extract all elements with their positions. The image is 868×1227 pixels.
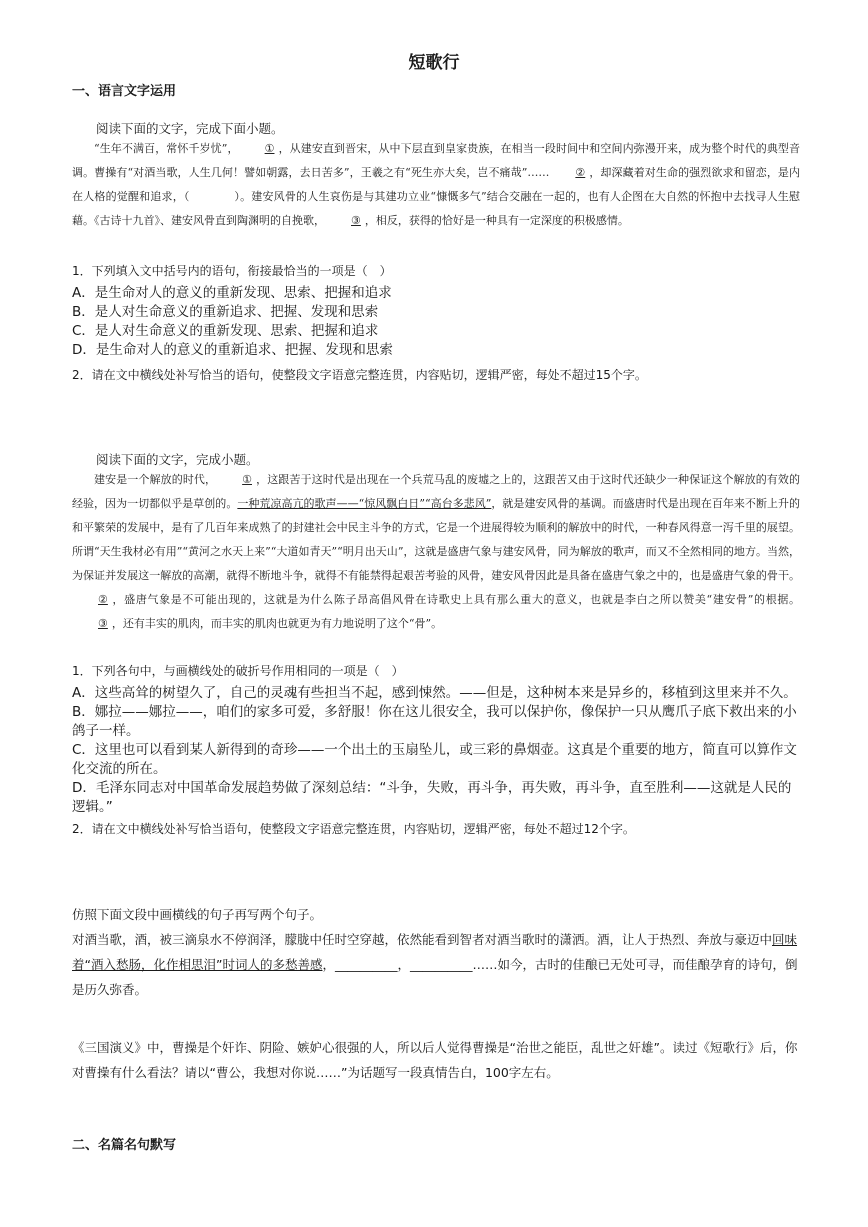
passage-text: ， [322,957,335,972]
reading-passage-2 [72,468,800,636]
blank-3[interactable]: ③ [351,214,361,227]
option-list [72,284,800,360]
underlined-sentence: 一种荒凉高亢的歌声——“惊风飘白日”“高台多悲风” [237,497,492,510]
writing-prompt: 《三国演义》中，曹操是个奸诈、阴险、嫉妒心很强的人，所以后人觉得曹操是“治世之能臣，乱世之奸雄”。读过《短歌行》后，你对曹操有什么看法？请以“曹公，我想对你说……”为话题写一段真情告白，100字左右。 [72,1040,798,1080]
option-d[interactable]: D．毛泽东同志对中国革命发展趋势做了深刻总结：“斗争，失败，再斗争，再失败，再斗争，直至胜利——这就是人民的逻辑。” [72,780,792,815]
section-heading-2: 二、名篇名句默写 [72,1138,177,1153]
passage-text: ，就是建安风骨的基调。而盛唐时代是出现在百年来不断上升的和平繁荣的发展中，是有了几百年来成熟了的封建社会中民主斗争的方式，它是一个进展得较为顺利的解放中的时代，一种春风得意一泻千里的展望。所谓“天生我材必有用”“黄河之水天上来”“大道如青天”“明月出天山”，这就是盛唐气象与建安风骨，同为解放的歌声，而又不全然相同的地方。当然，为保证并发展这一解放的高潮，就得不断地斗争，就得不有能禁得起艰苦考验的风骨，建安风骨因此是具备在盛唐气象之中的，也是盛唐气象的骨干。 [72,497,801,582]
underlined-sentence: 回味着“酒入愁肠，化作相思泪”时词人的多愁善感 [72,932,798,972]
passage-text: ，从建安直到晋宋，从中下层直到皇家贵族，在相当一段时间中和空间内弥漫开来，成为整个时代的典型音调。曹操有“对酒当歌，人生几何！譬如朝露，去日苦多”，王羲之有“死生亦大矣，岂不痛哉”…… [72,142,801,179]
reading-instruction-1: 阅读下面的文字，完成下面小题。 [96,121,284,136]
passage-text: ，盛唐气象是不可能出现的，这就是为什么陈子昂高倡风骨在诗歌史上具有那么重大的意义，也就是李白之所以赞美“建安骨”的根据。 [111,593,800,606]
reading-instruction-2: 阅读下面的文字，完成小题。 [96,452,259,467]
passage-text: ，相反，获得的恰好是一种具有一定深度的积极感情。 [364,214,629,227]
option-c[interactable]: C．是人对生命意义的重新发现、思索、把握和追求 [72,323,379,339]
passage-text: ，这跟苦于这时代是出现在一个兵荒马乱的废墟之上的，这跟苦又由于这时代还缺少一种保证这个解放的有效的经验，因为一切都似乎是草创的。 [72,473,800,510]
option-d[interactable]: D．是生命对人的意义的重新追求、把握、发现和思索 [72,342,393,358]
blank-2[interactable]: ② [575,166,586,179]
option-c[interactable]: C．这里也可以看到某人新得到的奇珍——一个出土的玉扇坠儿，或三彩的鼻烟壶。这真是个重要的地方，简直可以算作文化交流的所在。 [72,742,797,777]
section-heading-1: 一、语言文字运用 [72,84,177,99]
question-stem: 1．下列填入文中括号内的语句，衔接最恰当的一项是（ ） [72,264,392,278]
blank-2[interactable]: ② [98,593,108,606]
question-stem: 1．下列各句中，与画横线处的破折号作用相同的一项是（ ） [72,664,404,678]
option-b[interactable]: B．娜拉——娜拉——，咱们的家多可爱，多舒服！你在这儿很安全，我可以保护你，像保护一只从鹰爪子底下救出来的小鸽子一样。 [72,704,797,739]
passage-text: ，却深藏着对生命的强烈欲求和留恋，是内在人格的觉醒和追求，（ ）。建安风骨的人生哀伤是与其建功立业“慷慨多气”结合交融在一起的，也有人企图在大自然的怀抱中去找寻人生慰藉。《古诗十九首》、建安风骨直到陶渊明的自挽歌， [72,166,801,227]
option-a[interactable]: A．是生命对人的意义的重新发现、思索、把握和追求 [72,285,392,301]
passage-text: 建安是一个解放的时代， [94,473,217,486]
question-stem: 2．请在文中横线处补写恰当的语句，使整段文字语意完整连贯，内容贴切，逻辑严密，每处不超过15个字。 [72,368,647,382]
answer-blank-2[interactable]: __________ [409,957,473,972]
passage-text: ……如今，古时的佳酿已无处可寻，而佳酿孕育的诗句，倒是历久弥香。 [72,957,798,997]
passage-text: “生年不满百，常怀千岁忧”， [94,142,239,155]
option-b[interactable]: B．是人对生命意义的重新追求、把握、发现和思索 [72,304,379,320]
imitation-instruction: 仿照下面文段中画横线的句子再写两个句子。 [72,907,323,922]
blank-1[interactable]: ① [264,142,275,155]
imitation-passage [72,927,800,1002]
blank-3[interactable]: ③ [98,617,108,630]
blank-1[interactable]: ① [242,473,252,486]
passage-text: ，还有丰实的肌肉，而丰实的肌肉也就更为有力地说明了这个“骨”。 [111,617,443,630]
passage-text: ， [397,957,410,972]
reading-passage-1 [72,137,800,233]
question-stem: 2．请在文中横线处补写恰当语句，使整段文字语意完整连贯，内容贴切，逻辑严密，每处不超过12个字。 [72,822,635,836]
page-title: 短歌行 [408,53,460,73]
option-list [72,684,800,817]
passage-text: 对酒当歌，酒，被三滴泉水不停润泽，朦胧中任时空穿越，依然能看到智者对酒当歌时的潇洒。酒，让人于热烈、奔放与豪迈中 [72,932,773,947]
option-a[interactable]: A．这些高耸的树望久了，自己的灵魂有些担当不起，感到悚然。——但是，这种树本来是异乡的，移植到这里来并不久。 [72,685,797,701]
answer-blank-1[interactable]: __________ [334,957,398,972]
